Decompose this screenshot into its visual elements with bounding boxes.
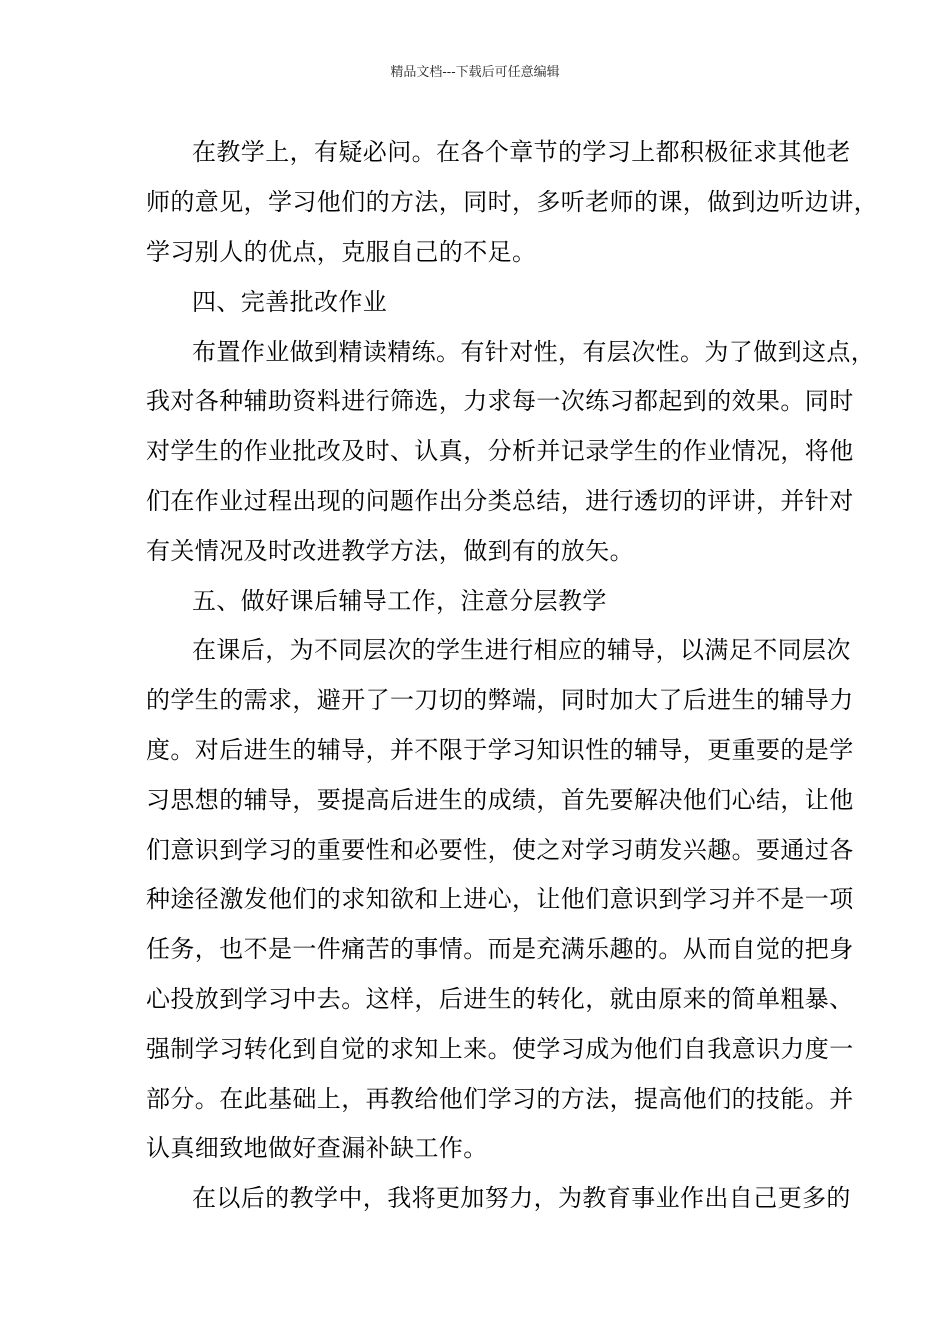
text-line: 学习别人的优点，克服自己的不足。 <box>146 238 537 266</box>
text-line: 在课后，为不同层次的学生进行相应的辅导，以满足不同层次 <box>192 636 851 664</box>
page-header: 精品文档---下载后可任意编辑 <box>390 65 560 80</box>
text-line: 种途径激发他们的求知欲和上进心，让他们意识到学习并不是一项 <box>146 885 854 913</box>
text-line: 任务，也不是一件痛苦的事情。而是充满乐趣的。从而自觉的把身 <box>146 935 854 963</box>
text-line: 师的意见，学习他们的方法，同时，多听老师的课，做到边听边讲， <box>146 188 878 216</box>
text-line: 认真细致地做好查漏补缺工作。 <box>146 1134 488 1162</box>
text-line: 布置作业做到精读精练。有针对性，有层次性。为了做到这点， <box>192 338 876 366</box>
section-heading: 四、完善批改作业 <box>192 288 388 316</box>
text-line: 们在作业过程出现的问题作出分类总结，进行透切的评讲，并针对 <box>146 487 854 515</box>
text-line: 有关情况及时改进教学方法，做到有的放矢。 <box>146 537 634 565</box>
text-line: 的学生的需求，避开了一刀切的弊端，同时加大了后进生的辅导力 <box>146 686 854 714</box>
text-line: 度。对后进生的辅导，并不限于学习知识性的辅导，更重要的是学 <box>146 736 854 764</box>
text-line: 部分。在此基础上，再教给他们学习的方法，提高他们的技能。并 <box>146 1085 854 1113</box>
text-line: 心投放到学习中去。这样，后进生的转化，就由原来的简单粗暴、 <box>146 985 854 1013</box>
text-line: 我对各种辅助资料进行筛选，力求每一次练习都起到的效果。同时 <box>146 387 854 415</box>
text-line: 们意识到学习的重要性和必要性，使之对学习萌发兴趣。要通过各 <box>146 836 854 864</box>
text-line: 在教学上，有疑必问。在各个章节的学习上都积极征求其他老 <box>192 138 851 166</box>
text-line: 习思想的辅导，要提高后进生的成绩，首先要解决他们心结，让他 <box>146 786 854 814</box>
section-heading: 五、做好课后辅导工作，注意分层教学 <box>192 587 607 615</box>
text-line: 强制学习转化到自觉的求知上来。使学习成为他们自我意识力度一 <box>146 1035 854 1063</box>
text-line: 在以后的教学中，我将更加努力，为教育事业作出自己更多的 <box>192 1184 851 1212</box>
text-line: 对学生的作业批改及时、认真，分析并记录学生的作业情况，将他 <box>146 437 854 465</box>
